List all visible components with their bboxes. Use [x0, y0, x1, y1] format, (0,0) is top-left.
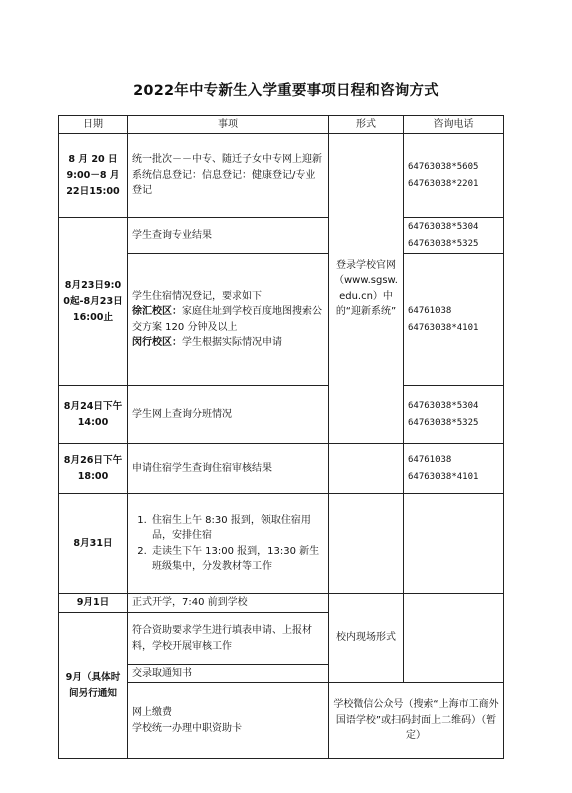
phone-cell — [404, 134, 504, 218]
date-cell: 8月24日下午 14:00 — [59, 386, 128, 444]
xuhui-label: 徐汇校区： — [132, 306, 182, 317]
phone-cell — [404, 444, 504, 494]
xuhui-requirement — [132, 304, 324, 335]
minhang-requirement — [132, 335, 324, 351]
minhang-text: 学生根据实际情况申请 — [182, 337, 282, 348]
item-line: 网上缴费 — [132, 707, 172, 718]
item-intro: 学生住宿情况登记，要求如下 — [132, 290, 262, 302]
phone-cell — [404, 386, 504, 444]
item-cell: 统一批次－－中专、随迁子女中专网上迎新系统信息登记：信息登记：健康登记/专业登记 — [128, 134, 329, 218]
empty-cell — [404, 594, 504, 683]
table-row — [59, 134, 504, 218]
step-list — [132, 513, 324, 575]
phone-number: 64763038*5304 — [408, 221, 479, 232]
phone-number: 64763038*4101 — [408, 322, 479, 333]
phone-number: 64761038 — [408, 454, 452, 465]
header-form: 形式 — [329, 116, 404, 134]
list-item: 1. 住宿生上午 8:30 报到，领取住宿用品，安排住宿 — [150, 513, 324, 544]
header-phone: 咨询电话 — [404, 116, 504, 134]
phone-number: 64763038*2201 — [408, 178, 479, 189]
schedule-table — [58, 115, 504, 759]
table-row — [59, 444, 504, 494]
xuhui-text: 家庭住址到学校百度地图搜索公交方案 120 分钟及以上 — [132, 306, 322, 333]
minhang-label: 闵行校区： — [132, 337, 182, 348]
phone-number: 64763038*5605 — [408, 161, 479, 172]
item-cell: 申请住宿学生查询住宿审核结果 — [128, 444, 329, 494]
form-online-cell: 登录学校官网（www.sgsw.edu.cn）中的“迎新系统” — [329, 134, 404, 444]
phone-number: 64763038*5325 — [408, 417, 479, 428]
item-cell: 符合资助要求学生进行填表申请、上报材料，学校开展审核工作 — [128, 613, 329, 665]
list-item: 2. 走读生下午 13:00 报到，13:30 新生班级集中，分发教材等工作 — [150, 544, 324, 575]
empty-cell — [329, 444, 404, 494]
item-cell: 学生网上查询分班情况 — [128, 386, 329, 444]
header-date: 日期 — [59, 116, 128, 134]
date-cell: 8 月 20 日 9:00－8 月 22日15:00 — [59, 134, 128, 218]
item-cell — [128, 254, 329, 386]
table-row — [59, 594, 504, 613]
item-cell: 学生查询专业结果 — [128, 218, 329, 254]
form-wechat-cell: 学校微信公众号（搜索“上海市工商外国语学校”或扫码封面上二维码）（暂定） — [329, 683, 504, 759]
document-title: 2022年中专新生入学重要事项日程和咨询方式 — [133, 83, 439, 99]
date-cell: 8月23日9:00起-8月23日16:00止 — [59, 218, 128, 386]
phone-number: 64761038 — [408, 305, 452, 316]
date-cell: 8月31日 — [59, 494, 128, 594]
date-cell: 9月（具体时间另行通知 — [59, 613, 128, 759]
table-row — [59, 386, 504, 444]
table-row — [59, 494, 504, 594]
phone-number: 64763038*4101 — [408, 471, 479, 482]
item-cell: 交录取通知书 — [128, 665, 329, 683]
phone-number: 64763038*5304 — [408, 400, 479, 411]
item-cell — [128, 494, 329, 594]
date-cell: 8月26日下午 18:00 — [59, 444, 128, 494]
item-line: 学校统一办理中职资助卡 — [132, 722, 242, 734]
table-row — [59, 218, 504, 254]
header-item: 事项 — [128, 116, 329, 134]
date-cell: 9月1日 — [59, 594, 128, 613]
item-cell: 正式开学，7:40 前到学校 — [128, 594, 329, 613]
phone-number: 64763038*5325 — [408, 238, 479, 249]
phone-cell — [404, 218, 504, 254]
empty-cell — [404, 494, 504, 594]
form-onsite-cell: 校内现场形式 — [329, 594, 404, 683]
empty-cell — [329, 494, 404, 594]
item-cell — [128, 683, 329, 759]
table-header-row — [59, 116, 504, 134]
phone-cell — [404, 254, 504, 386]
